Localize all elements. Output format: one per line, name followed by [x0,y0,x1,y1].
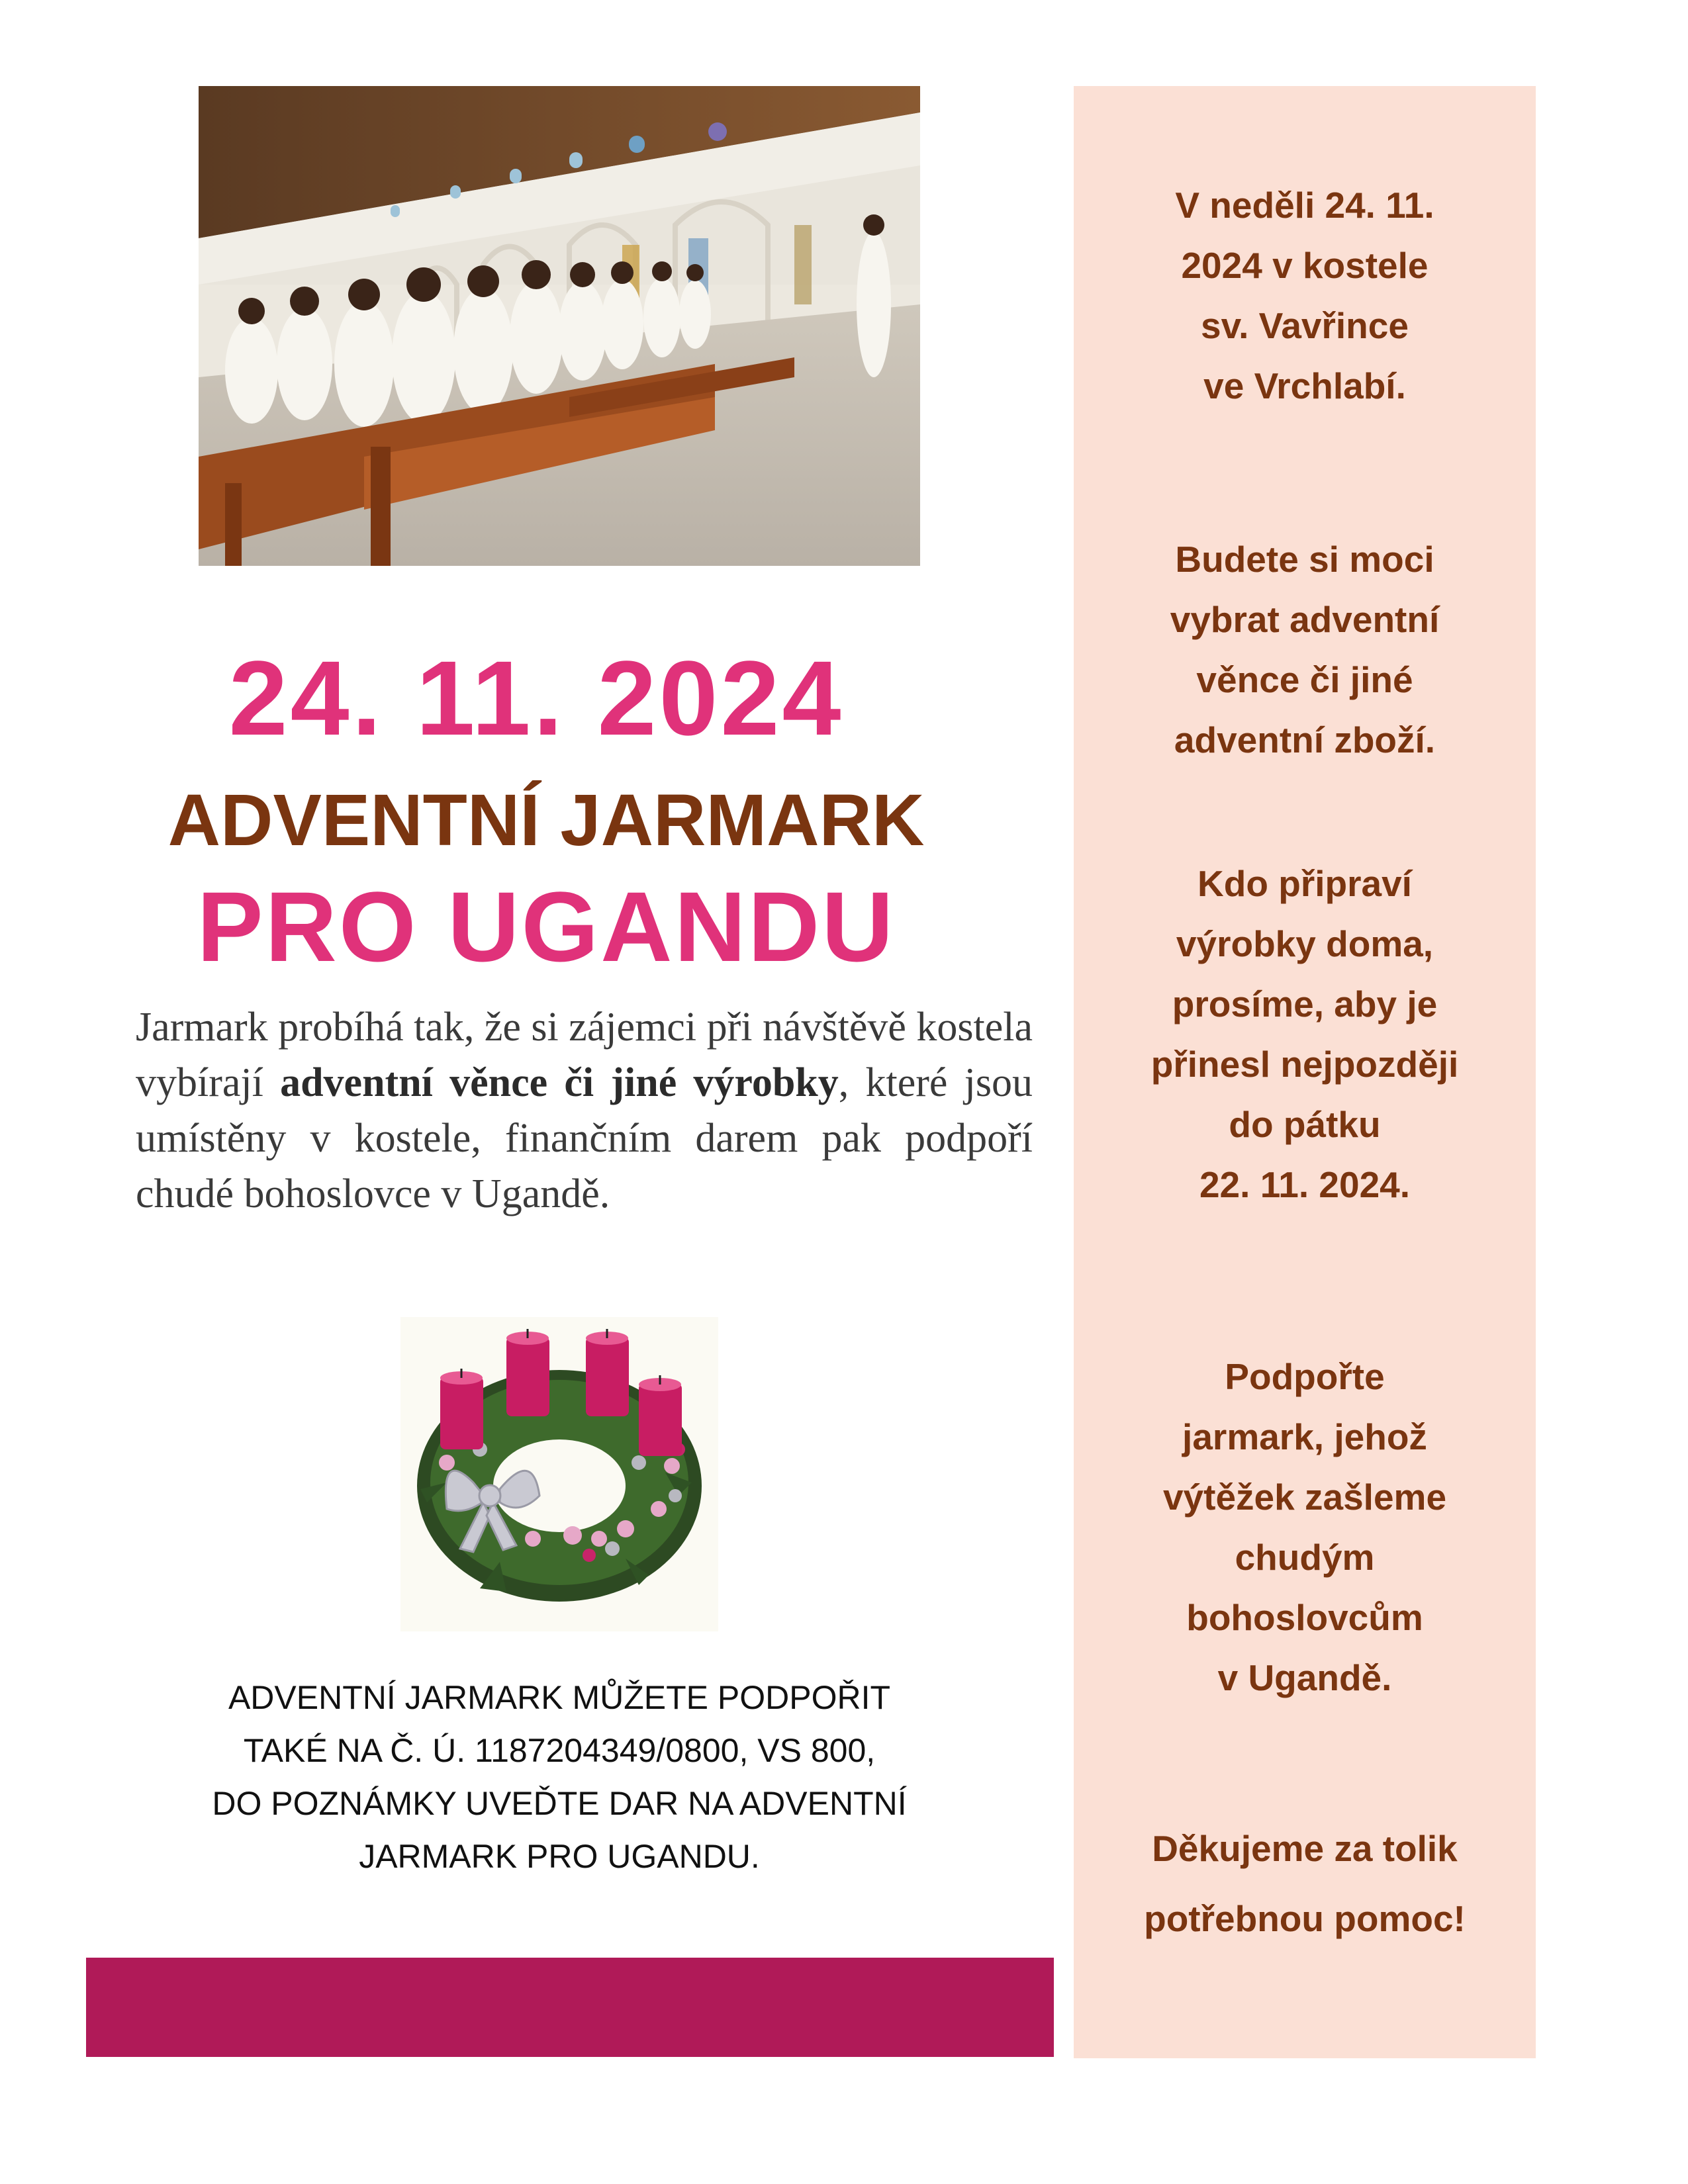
bank-support-note [106,1671,1013,1883]
sidebar-line: přinesl nejpozději [1150,1044,1459,1085]
sidebar-block-thanks [1074,1813,1536,1954]
sidebar-line: chudým [1235,1537,1375,1578]
sidebar-line: Kdo připraví [1197,863,1412,904]
sidebar-line: do pátku [1229,1104,1381,1145]
sidebar-line: výtěžek zašleme [1162,1477,1447,1518]
event-title: ADVENTNÍ JARMARK [167,780,925,861]
sidebar-line: v Ugandě. [1217,1657,1392,1698]
sidebar-line: prosíme, aby je [1172,983,1438,1024]
sidebar-line: Budete si moci [1175,539,1434,580]
sidebar-line: bohoslovcům [1186,1597,1423,1638]
sidebar-line: jarmark, jehož [1182,1416,1427,1457]
sidebar-line: V neděli 24. 11. [1175,185,1434,226]
sidebar-line: 22. 11. 2024. [1199,1164,1411,1205]
sidebar-block-choose [1074,529,1536,770]
event-description [136,999,1033,1222]
description-text-end: , které jsou umístěny v kostele, finančním darem pak podpoří chudé bohoslovce v Ugandě. [136,1060,1033,1216]
bottom-color-bar [86,1958,1054,2057]
sidebar-line: Podpořte [1225,1356,1385,1397]
support-line: ADVENTNÍ JARMARK MŮŽETE PODPOŘIT [228,1679,891,1716]
sidebar-block-support [1074,1347,1536,1708]
event-subtitle: PRO UGANDU [197,871,896,982]
sidebar-line: výrobky doma, [1176,923,1434,964]
sidebar-line: Děkujeme za tolik [1152,1828,1458,1869]
event-date: 24. 11. 2024 [228,639,844,757]
sidebar-line: věnce či jiné [1196,659,1413,700]
support-line: TAKÉ NA Č. Ú. 1187204349/0800, VS 800, [243,1732,876,1769]
sidebar-block-bring [1074,854,1536,1215]
sidebar-line: vybrat adventní [1170,599,1440,640]
support-line: JARMARK PRO UGANDU. [359,1838,760,1875]
sidebar-line: sv. Vavřince [1201,305,1409,346]
sidebar-line: potřebnou pomoc! [1144,1898,1466,1939]
description-bold: adventní věnce či jiné výrobky [280,1060,839,1105]
support-line: DO POZNÁMKY UVEĎTE DAR NA ADVENTNÍ [212,1785,907,1822]
church-photo [199,86,920,566]
info-sidebar [1074,86,1536,2058]
description-text: Jarmark probíhá tak, že si zájemci při návštěvě kostela vybírají [136,1005,1033,1105]
sidebar-line: adventní zboží. [1174,719,1436,760]
sidebar-block-venue [1074,175,1536,416]
sidebar-line: 2024 v kostele [1181,245,1429,286]
sidebar-line: ve Vrchlabí. [1203,365,1406,406]
advent-wreath-image [400,1317,718,1631]
